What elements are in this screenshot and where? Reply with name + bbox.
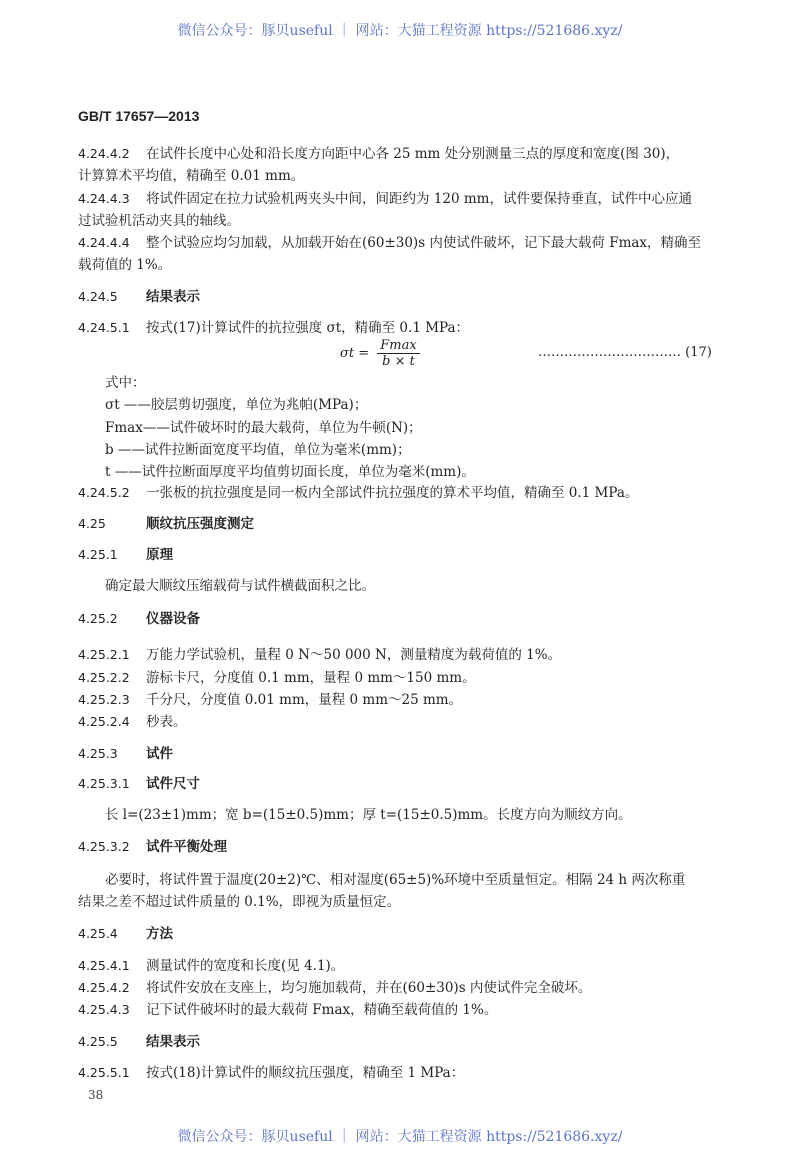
clause-number: 4.25.4.1 (78, 958, 130, 973)
paragraph-line (78, 319, 469, 337)
formula-denominator: b × t (382, 354, 415, 369)
line-text: 结果表示 (146, 1034, 200, 1050)
paragraph-line (78, 234, 701, 252)
legend-line: t ——试件拉断面厚度平均值剪切面长度，单位为毫米(mm)。 (105, 464, 475, 480)
line-text: 试件尺寸 (146, 776, 200, 792)
clause-number: 4.25.2.1 (78, 647, 130, 662)
line-text: 整个试验应均匀加载，从加载开始在(60±30)s 内使试件破坏，记下最大载荷 Fmax，精确至 (146, 235, 702, 251)
line-text: 秒表。 (146, 714, 187, 730)
line-text: 仪器设备 (146, 611, 200, 627)
line-text: 计算算术平均值，精确至 0.01 mm。 (78, 168, 305, 184)
paragraph-line (78, 893, 400, 911)
line-text: 载荷值的 1%。 (78, 257, 172, 273)
clause-number: 4.25.4.2 (78, 980, 130, 995)
line-text: 按式(17)计算试件的抗拉强度 σt，精确至 0.1 MPa： (146, 320, 470, 336)
section-heading (78, 546, 173, 564)
watermark-bottom: 微信公众号：豚贝useful ｜ 网站：大猫工程资源 https://521686.xyz/ (177, 1129, 623, 1145)
section-heading (78, 1033, 200, 1051)
paragraph-line (78, 713, 187, 731)
clause-number: 4.24.4.4 (78, 235, 130, 250)
clause-number: 4.24.5 (78, 289, 118, 304)
clause-number: 4.25.2 (78, 611, 118, 626)
section-heading (78, 515, 254, 533)
paragraph-line (78, 484, 638, 502)
clause-number: 4.25.5.1 (78, 1065, 130, 1080)
line-text: 试件 (146, 746, 173, 762)
section-heading (78, 745, 173, 763)
clause-number: 4.25.1 (78, 547, 118, 562)
line-text: 确定最大顺纹压缩载荷与试件横截面积之比。 (105, 578, 375, 594)
line-text: 万能力学试验机，量程 0 N～50 000 N，测量精度为载荷值的 1%。 (146, 647, 562, 663)
paragraph-line (78, 691, 462, 709)
paragraph-line (78, 957, 344, 975)
line-text: 测量试件的宽度和长度(见 4.1)。 (146, 958, 345, 974)
line-text: 按式(18)计算试件的顺纹抗压强度，精确至 1 MPa： (146, 1065, 465, 1081)
paragraph-line (78, 1064, 464, 1082)
section-heading (78, 925, 173, 943)
clause-number: 4.25.5 (78, 1034, 118, 1049)
clause-number: 4.25.4 (78, 926, 118, 941)
clause-number: 4.25.3.2 (78, 839, 130, 854)
paragraph-line (78, 1001, 497, 1019)
formula-17 (340, 338, 420, 369)
section-heading (78, 610, 200, 628)
line-text: 结果表示 (146, 289, 200, 305)
legend-line: σt ——胶层剪切强度，单位为兆帕(MPa)； (105, 397, 368, 413)
standard-number: GB/T 17657—2013 (78, 108, 200, 124)
line-text: 顺纹抗压强度测定 (146, 516, 254, 532)
line-text: 游标卡尺，分度值 0.1 mm，量程 0 mm～150 mm。 (146, 670, 476, 686)
section-heading (78, 288, 200, 306)
clause-number: 4.24.4.3 (78, 191, 130, 206)
paragraph-line (78, 669, 476, 687)
paragraph-line (78, 145, 679, 163)
paragraph-line (78, 167, 304, 185)
clause-number: 4.25.2.2 (78, 670, 130, 685)
line-text: 结果之差不超过试件质量的 0.1%，即视为质量恒定。 (78, 894, 401, 910)
line-text: 一张板的抗拉强度是同一板内全部试件抗拉强度的算术平均值，精确至 0.1 MPa。 (146, 485, 639, 501)
line-text: 必要时，将试件置于温度(20±2)℃、相对湿度(65±5)%环境中至质量恒定。相隔 24 h 两次称重 (105, 872, 686, 888)
line-text: 在试件长度中心处和沿长度方向距中心各 25 mm 处分别测量三点的厚度和宽度(图 30)， (146, 146, 680, 162)
paragraph-line (78, 212, 240, 230)
formula-lhs: σt = (340, 346, 370, 361)
clause-number: 4.25.4.3 (78, 1002, 130, 1017)
legend-line: 式中： (105, 375, 146, 391)
paragraph-line (78, 979, 591, 997)
clause-number: 4.24.4.2 (78, 146, 130, 161)
page-number: 38 (88, 1088, 104, 1102)
paragraph-line (105, 806, 632, 824)
paragraph-line (105, 871, 685, 889)
line-text: 试件平衡处理 (146, 839, 227, 855)
watermark-top: 微信公众号：豚贝useful ｜ 网站：大猫工程资源 https://521686.xyz/ (177, 23, 623, 39)
line-text: 过试验机活动夹具的轴线。 (78, 213, 240, 229)
equation-number: …………………………… (17) (538, 345, 712, 360)
clause-number: 4.25.3 (78, 746, 118, 761)
formula-numerator: Fmax (377, 338, 419, 354)
clause-number: 4.25 (78, 516, 106, 531)
legend-line: Fmax——试件破坏时的最大载荷，单位为牛顿(N)； (105, 420, 422, 436)
paragraph-line (105, 577, 375, 595)
clause-number: 4.24.5.1 (78, 320, 130, 335)
line-text: 原理 (146, 547, 173, 563)
line-text: 将试件安放在支座上，均匀施加载荷，并在(60±30)s 内使试件完全破坏。 (146, 980, 592, 996)
clause-number: 4.25.2.4 (78, 714, 130, 729)
clause-number: 4.25.3.1 (78, 776, 130, 791)
clause-number: 4.24.5.2 (78, 485, 130, 500)
paragraph-line (78, 646, 561, 664)
clause-number: 4.25.2.3 (78, 692, 130, 707)
section-heading (78, 775, 200, 793)
line-text: 记下试件破坏时的最大载荷 Fmax，精确至载荷值的 1%。 (146, 1002, 498, 1018)
legend-line: b ——试件拉断面宽度平均值，单位为毫米(mm)； (105, 442, 411, 458)
paragraph-line (78, 190, 692, 208)
line-text: 方法 (146, 926, 173, 942)
section-heading (78, 838, 227, 856)
line-text: 将试件固定在拉力试验机两夹头中间，间距约为 120 mm，试件要保持垂直，试件中心应通 (146, 191, 692, 207)
paragraph-line (78, 256, 171, 274)
line-text: 长 l=(23±1)mm；宽 b=(15±0.5)mm；厚 t=(15±0.5)mm。长度方向为顺纹方向。 (105, 807, 632, 823)
line-text: 千分尺，分度值 0.01 mm，量程 0 mm～25 mm。 (146, 692, 463, 708)
